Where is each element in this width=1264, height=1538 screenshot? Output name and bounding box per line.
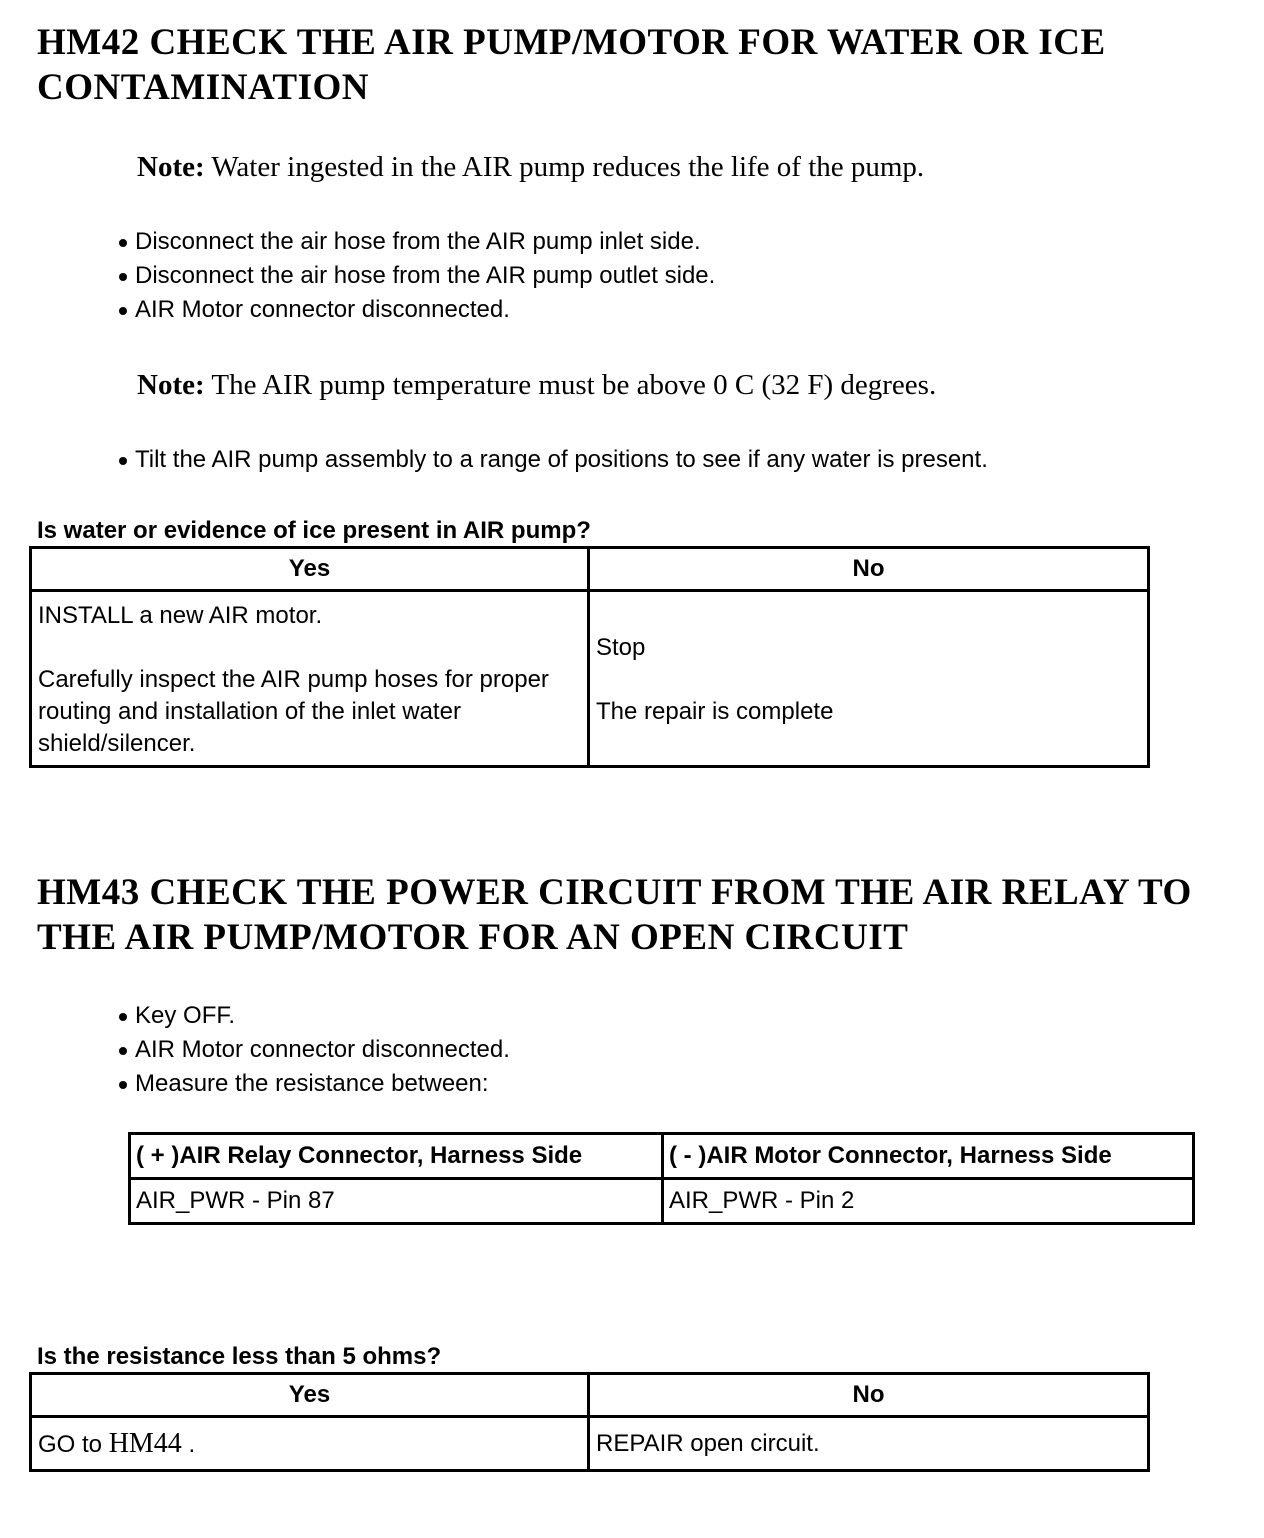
yes-line-2: Carefully inspect the AIR pump hoses for proper routing and installation of the inlet water shield/silencer.	[38, 666, 549, 757]
yes-header: Yes	[31, 548, 589, 591]
hm43-question: Is the resistance less than 5 ohms?	[37, 1343, 442, 1370]
no-header: No	[589, 548, 1149, 591]
no-cell: REPAIR open circuit.	[589, 1417, 1149, 1471]
relay-connector-header: ( + )AIR Relay Connector, Harness Side	[130, 1134, 663, 1179]
hm43-result-table	[29, 1372, 1150, 1472]
hm43-title: HM43 CHECK THE POWER CIRCUIT FROM THE AIR RELAY TO THE AIR PUMP/MOTOR FOR AN OPEN CIRCUIT	[37, 872, 1192, 958]
note-text: The AIR pump temperature must be above 0 C (32 F) degrees.	[211, 369, 937, 401]
hm42-question: Is water or evidence of ice present in AIR pump?	[37, 517, 591, 544]
hm43-bullet-list	[117, 999, 510, 1101]
list-item: Disconnect the air hose from the AIR pump outlet side.	[117, 259, 715, 293]
hm42-title: HM42 CHECK THE AIR PUMP/MOTOR FOR WATER OR ICE CONTAMINATION	[37, 22, 1106, 108]
hm42-bullet-list-2	[117, 443, 988, 477]
yes-cell	[31, 591, 589, 767]
list-item: Key OFF.	[117, 999, 510, 1033]
resistance-measurement-table	[128, 1132, 1195, 1225]
no-line-2: The repair is complete	[596, 698, 834, 725]
note-text: Water ingested in the AIR pump reduces the life of the pump.	[211, 151, 925, 183]
list-item: Measure the resistance between:	[117, 1067, 510, 1101]
hm42-bullet-list	[117, 225, 715, 327]
no-header: No	[589, 1374, 1149, 1417]
list-item: Tilt the AIR pump assembly to a range of positions to see if any water is present.	[117, 443, 988, 477]
no-line-1: Stop	[596, 634, 646, 661]
hm44-link[interactable]: HM44	[108, 1427, 182, 1459]
go-to-text: GO to	[38, 1430, 109, 1458]
yes-header: Yes	[31, 1374, 589, 1417]
hm42-result-table	[29, 546, 1150, 768]
list-item: Disconnect the air hose from the AIR pump inlet side.	[117, 225, 715, 259]
note-label: Note:	[137, 369, 205, 401]
hm42-note-2	[137, 368, 936, 402]
note-label: Note:	[137, 151, 205, 183]
yes-line-1: INSTALL a new AIR motor.	[38, 602, 323, 629]
relay-connector-pin: AIR_PWR - Pin 87	[130, 1179, 663, 1224]
list-item: AIR Motor connector disconnected.	[117, 293, 715, 327]
yes-cell	[31, 1417, 589, 1471]
hm42-note-1	[137, 150, 924, 184]
go-to-suffix: .	[181, 1430, 196, 1458]
motor-connector-header: ( - )AIR Motor Connector, Harness Side	[663, 1134, 1194, 1179]
list-item: AIR Motor connector disconnected.	[117, 1033, 510, 1067]
motor-connector-pin: AIR_PWR - Pin 2	[663, 1179, 1194, 1224]
no-cell	[589, 591, 1149, 767]
